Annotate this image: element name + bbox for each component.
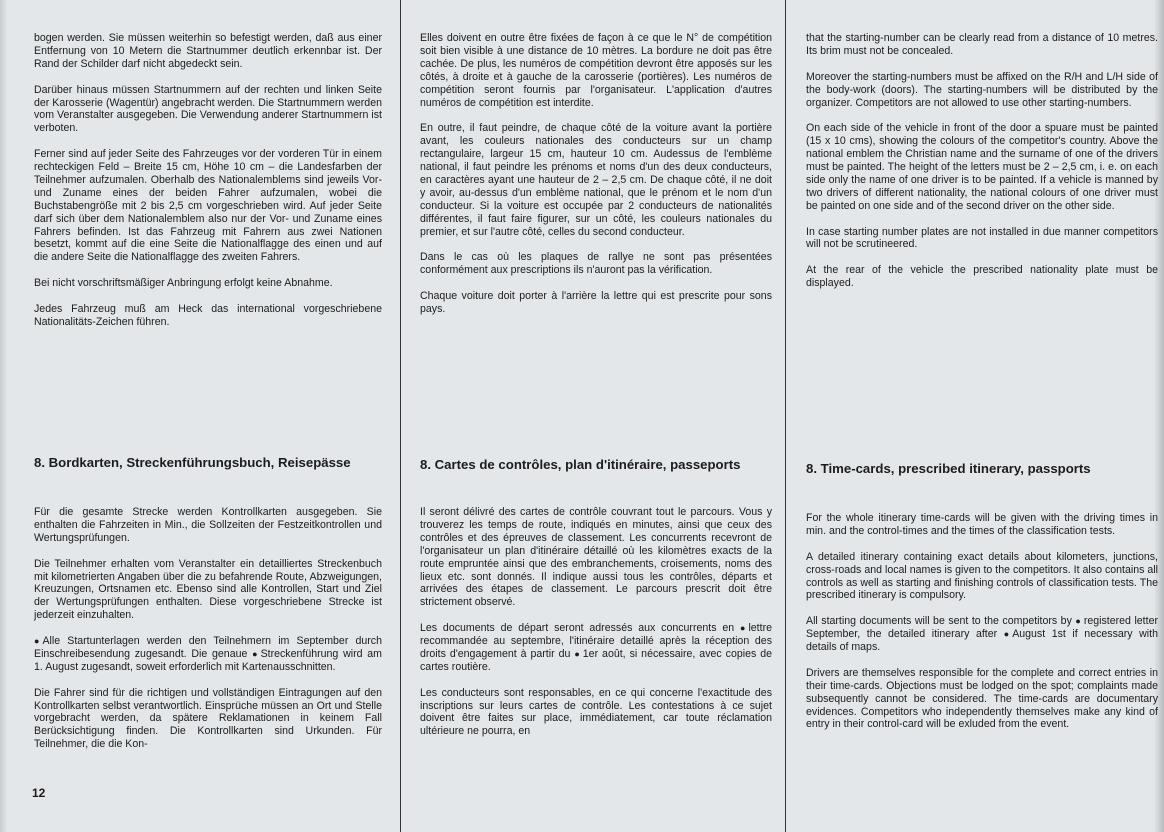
column-divider-1 bbox=[400, 0, 401, 832]
bullet-icon: ● bbox=[252, 648, 258, 659]
french-section-title: 8. Cartes de contrôles, plan d'itinéraire, passeports bbox=[420, 457, 741, 472]
french-section-paragraph: Il seront délivré des cartes de contrôle couvrant tout le parcours. Vous y trouverez les temps de route, indiqués en minutes, ainsi que ceux des contrôles et des épreuves de classement. Les concurrents recevront de l'organisateur un plan d'itinéraire détaillé où les kilomètres exacts de la route empruntée ainsi que des embranchements, croisements, noms des lieux etc. sont donnés. Il indique aussi tous les contrôles, départs et arrivées des étapes de classement. Le parcours prescrit doit être strictement observé. bbox=[420, 506, 772, 609]
page-edge-left bbox=[0, 0, 8, 832]
page-number: 12 bbox=[32, 786, 46, 800]
french-paragraph: Chaque voiture doit porter à l'arrière la lettre qui est prescrite pour sons pays. bbox=[420, 290, 772, 315]
english-bullet-b: August 1st if necessary with details of maps. bbox=[806, 628, 1158, 654]
german-paragraph: Darüber hinaus müssen Startnummern auf der rechten und linken Seite der Karosserie (Wagentür) angebracht werden. Die Startnummern werden vom Veranstalter ausgegeben. Die Verwendung anderer Startnummern ist verboten. bbox=[34, 83, 382, 135]
german-bullet-b: Streckenführung wird am 1. August zugesandt, soweit erforderlich mit Kartenausschnitten. bbox=[34, 647, 382, 673]
french-paragraph: Elles doivent en outre être fixées de façon à ce que le N° de compétition soit bien visible à une distance de 10 mètres. La bordure ne doit pas être cachée. De plus, les numéros de compétition devront être apposés sur les côtés, à droite et à gauche de la carosserie (portières). Les numéros de compétition seront fournis par l'organisateur. L'application d'autres numéros de compétition est interdite. bbox=[420, 32, 772, 109]
english-section-paragraph: A detailed itinerary containing exact details about kilometers, junctions, cross-roads and local names is given to the competitors. It also contains all controls as well as starting and finishing controls of classification tests. The prescribed itinerary is compulsory. bbox=[806, 550, 1158, 602]
english-paragraph: that the starting-number can be clearly read from a distance of 10 metres. Its brim must not be concealed. bbox=[806, 32, 1158, 57]
german-bullet-a: Alle Startunterlagen werden den Teilnehmern im September durch Einschreibesendung zugesandt. Die genaue bbox=[34, 635, 382, 660]
english-last-paragraph: Drivers are themselves responsible for the complete and correct entries in their time-cards. Objections must be lodged on the spot; complaints made subsequently cannot be considered. The time-cards are documentary evidences. Competitors who independently themselves make any kind of entry in their control-card will be exluded from the event. bbox=[806, 666, 1158, 731]
bullet-icon: ● bbox=[1075, 616, 1081, 627]
french-paragraph: Dans le cas où les plaques de rallye ne sont pas présentées conformément aux prescriptions ils n'auront pas la vérification. bbox=[420, 251, 772, 277]
english-paragraph: At the rear of the vehicle the prescribed nationality plate must be displayed. bbox=[806, 264, 1158, 290]
english-column bbox=[806, 32, 1158, 303]
english-section-title: 8. Time-cards, prescribed itinerary, passports bbox=[806, 461, 1091, 476]
german-paragraph: Jedes Fahrzeug muß am Heck das international vorgeschriebene Nationalitäts-Zeichen führen. bbox=[34, 302, 382, 328]
english-docs-start: All starting documents will be sent to the competitors by bbox=[806, 615, 1072, 628]
column-divider-2 bbox=[785, 0, 786, 832]
english-bullet-paragraph bbox=[806, 615, 1158, 654]
english-section-paragraph: For the whole itinerary time-cards will be given with the driving times in min. and the control-times and the times of the classification tests. bbox=[806, 512, 1158, 537]
german-paragraph: Bei nicht vorschriftsmäßiger Anbringung erfolgt keine Abnahme. bbox=[34, 277, 333, 290]
german-paragraph: Ferner sind auf jeder Seite des Fahrzeuges vor der vorderen Tür in einem rechteckigen Feld – Breite 15 cm, Höhe 10 cm – die Landesfarben der Teilnehmer aufzumalen. Oberhalb des Nationalemblems sind jeweils Vor- und Zuname eines der beiden Fahrer aufzumalen, wobei die Buchstabengröße mit 2 bis 2,5 cm vorgeschrieben wird. Auf jeder Seite darf sich über dem Nationalemblem also nur der Vor- und Zuname eines Fahrers befinden. Ist das Fahrzeug mit Fahrern aus zwei Nationen besetzt, kommt auf die eine Seite die Nationalflagge des einen und auf die andere Seite die Nationalflagge des zweiten Fahrers. bbox=[34, 148, 382, 264]
bullet-icon: ● bbox=[34, 636, 40, 647]
french-last-paragraph: Les conducteurs sont responsables, en ce qui concerne l'exactitude des inscriptions sur leurs cartes de contrôle. Les contestations à ce sujet doivent être faites sur place, immédiatement, car toute réclamation ultérieure ne pourra, en bbox=[420, 686, 772, 738]
french-paragraph: En outre, il faut peindre, de chaque côté de la voiture avant la portière avant, les couleurs nationales des conducteurs sur un champ rectangulaire, largeur 15 cm, hauteur 10 cm. Audessus de l'emblème national, il faut peindre les prénoms et noms d'un des deux conducteurs, en caractères ayant une hauteur de 2 – 2,5 cm. De chaque côté, il ne doit y avoir, au-dessus d'un emblème national, que le prénom et le nom d'un conducteur. Si la voiture est occupée par 2 conducteurs de nationalités différentes, il faut faire figurer, sur un côté, les couleurs nationales du premier, et sur l'autre côté, celles du second conducteur. bbox=[420, 122, 772, 238]
german-section-paragraph: Die Teilnehmer erhalten vom Veranstalter ein detailliertes Streckenbuch mit kilometrierten Angaben über die zu befahrende Route, Abzweigungen, Kreuzungen, Ortsnamen etc. Ebenso sind alle Kontrollen, Start und Ziel der Wertungsprüfungen enthalten. Diese vorgeschriebene Strecke ist jederzeit einzuhalten. bbox=[34, 557, 382, 622]
german-section-title: 8. Bordkarten, Streckenführungsbuch, Reisepässe bbox=[34, 455, 351, 470]
english-bullet-a: registered letter September, the detailed itinerary after bbox=[806, 615, 1158, 641]
bullet-icon: ● bbox=[740, 623, 746, 634]
german-section-body bbox=[34, 506, 382, 764]
french-column bbox=[420, 32, 772, 329]
french-docs-start: Les documents de départ seront adressés aux concurrents en bbox=[420, 622, 735, 635]
german-paragraph: bogen werden. Sie müssen weiterhin so befestigt werden, daß aus einer Entfernung von 10 Metern die Startnummer deutlich erkennbar ist. Der Rand der Schilder darf nicht abgedeckt sein. bbox=[34, 32, 382, 70]
english-paragraph: In case starting number plates are not installed in due manner competitors will not be scrutineered. bbox=[806, 225, 1158, 251]
german-bullet-paragraph bbox=[34, 635, 382, 674]
english-paragraph: Moreover the starting-numbers must be affixed on the R/H and L/H side of the body-work (doors). The starting-numbers will be distributed by the organizer. Competitors are not allowed to use other starting-numbers. bbox=[806, 70, 1158, 109]
german-last-paragraph: Die Fahrer sind für die richtigen und vollständigen Eintragungen auf den Kontrollkarten selbst verantwortlich. Einsprüche müssen an Ort und Stelle vorgebracht werden, da spätere Reklamationen in keinem Fall Berücksichtigung finden. Die Kontrollkarten sind Urkunden. Für Teilnehmer, die die Kon- bbox=[34, 686, 382, 751]
french-bullet-b: 1er août, si nécessaire, avec copies de cartes routière. bbox=[420, 647, 773, 673]
bullet-icon: ● bbox=[574, 648, 580, 659]
french-bullet-paragraph bbox=[420, 622, 772, 674]
german-column bbox=[34, 32, 382, 342]
french-section-body bbox=[420, 506, 772, 751]
german-section-paragraph: Für die gesamte Strecke werden Kontrollkarten ausgegeben. Sie enthalten die Fahrzeiten in Min., die Sollzeiten der Festzeitkontrollen und Wertungsprüfungen. bbox=[34, 506, 382, 544]
english-section-body bbox=[806, 512, 1158, 744]
french-bullet-a: lettre recommandée au septembre, l'itinéraire detaillé après la réception des droits d'engagement à partir du bbox=[420, 622, 772, 660]
english-paragraph: On each side of the vehicle in front of the door a spuare must be painted (15 x 10 cms), showing the colours of the competitor's country. Above the national emblem the Christian name and the surname of one of the drivers must be painted. The height of the letters must be 2 – 2,5 cm, i. e. on each side only the name of one driver is to be painted. If a vehicle is manned by two drivers of different nationality, the national colours of one driver must be painted on one side and of the second driver on the other side. bbox=[806, 122, 1158, 212]
bullet-icon: ● bbox=[1003, 629, 1010, 640]
